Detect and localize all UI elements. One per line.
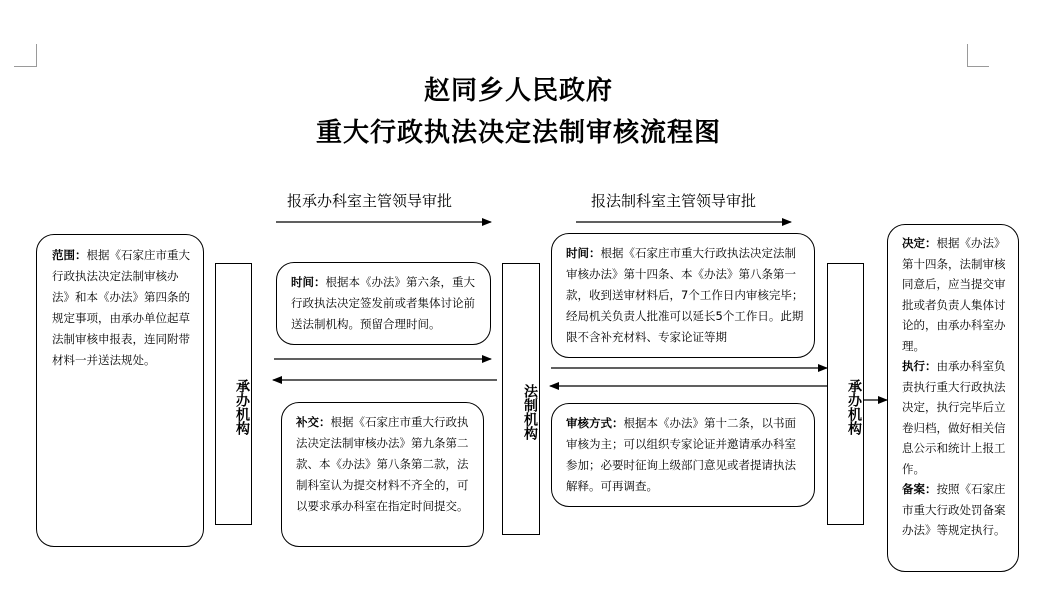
decision-text	[902, 233, 1010, 356]
execute-heading: 执行：	[902, 359, 937, 373]
record-heading: 备案：	[902, 482, 937, 496]
execute-text	[902, 356, 1010, 479]
legal-dept-box	[502, 263, 540, 535]
supplement-text	[296, 412, 473, 517]
legal-dept-label: 法制机构	[522, 384, 538, 440]
record-text	[902, 479, 1010, 541]
title-line-1: 赵同乡人民政府	[423, 76, 613, 106]
dept-right-box	[827, 263, 864, 525]
time-submit-box	[276, 262, 491, 345]
time-review-body: 根据《石家庄市重大行政执法决定法制审核办法》第十四条、本《办法》第八条第一款，收到送审材料后，7个工作日内审核完毕；经局机关负责人批准可以延长5个工作日。此期限不含补充材料、专家论证等期	[566, 246, 804, 344]
supplement-heading: 补交：	[296, 415, 331, 429]
time-submit-text	[291, 272, 480, 335]
review-method-heading: 审核方式：	[566, 416, 624, 430]
title-line-2: 重大行政执法决定法制审核流程图	[315, 118, 721, 148]
scope-text	[52, 245, 193, 371]
decision-heading: 决定：	[902, 236, 937, 250]
time-submit-body: 根据本《办法》第六条，重大行政执法决定签发前或者集体讨论前送法制机构。预留合理时间。	[291, 275, 475, 331]
scope-heading: 范围：	[52, 248, 87, 262]
scope-box	[36, 234, 204, 547]
supplement-box	[281, 402, 484, 547]
arrow-label-top-right: 报法制科室主管领导审批	[591, 192, 757, 210]
time-review-box	[551, 233, 815, 358]
time-review-heading: 时间：	[566, 246, 601, 260]
dept-right-label: 承办机构	[846, 379, 862, 435]
execute-body: 由承办科室负责执行重大行政执法决定，执行完毕后立卷归档，做好相关信息公示和统计上报工作。	[902, 359, 1006, 476]
review-method-body: 根据本《办法》第十二条，以书面审核为主；可以组织专家论证并邀请承办科室参加；必要时征询上级部门意见或者提请执法解释。可再调查。	[566, 416, 796, 493]
dept-left-box	[215, 263, 252, 525]
scope-body: 根据《石家庄市重大行政执法决定法制审核办法》和本《办法》第四条的规定事项，由承办单位起草法制审核申报表，连同附带材料一并送法规处。	[52, 248, 190, 367]
arrow-label-top-left: 报承办科室主管领导审批	[287, 192, 453, 210]
supplement-body: 根据《石家庄市重大行政执法决定法制审核办法》第九条第二款、本《办法》第八条第二款，法制科室认为提交材料不齐全的，可以要求承办科室在指定时间提交。	[296, 415, 469, 513]
time-submit-heading: 时间：	[291, 275, 326, 289]
decision-body: 根据《办法》第十四条，法制审核同意后，应当提交审批或者负责人集体讨论的，由承办科室办理。	[902, 236, 1006, 353]
final-box	[887, 224, 1019, 572]
review-method-text	[566, 413, 804, 497]
record-body: 按照《石家庄市重大行政处罚备案办法》等规定执行。	[902, 482, 1006, 537]
review-method-box	[551, 403, 815, 507]
time-review-text	[566, 243, 804, 348]
dept-left-label: 承办机构	[234, 379, 250, 435]
